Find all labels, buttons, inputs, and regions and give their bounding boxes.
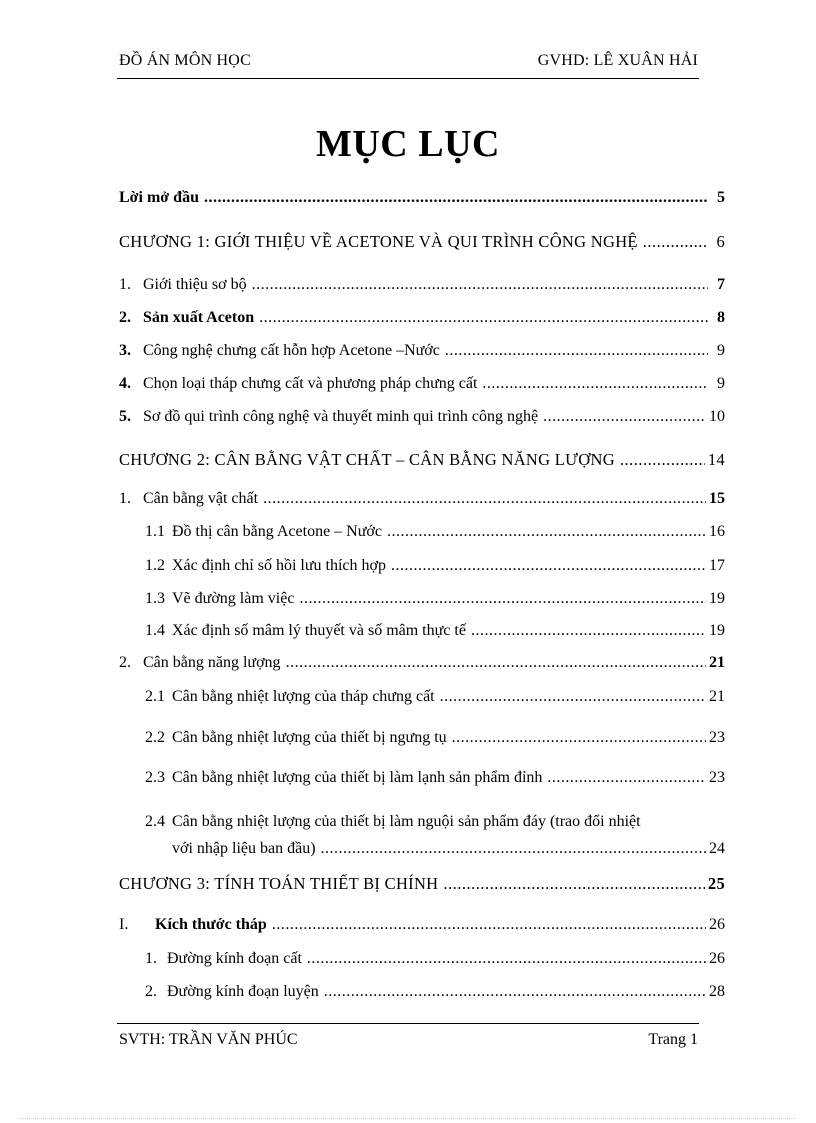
toc-entry-text: Xác định chỉ số hồi lưu thích hợp [172,557,386,574]
toc-entry-page: 17 [709,557,725,574]
toc-entry-number: 1.3 [145,590,165,607]
toc-entry-text: Đường kính đoạn cất [167,950,302,967]
toc-entry-text: CHƯƠNG 3: TÍNH TOÁN THIẾT BỊ CHÍNH [119,874,439,893]
toc-entry-page: 26 [709,950,725,967]
toc-entry-page: 9 [717,375,725,392]
toc-entry-page: 14 [707,450,725,469]
toc-entry-text-continued: với nhập liệu ban đầu) [172,840,316,857]
toc-entry-page: 10 [709,408,725,425]
toc-entry-text: Sản xuất Aceton [143,309,255,326]
toc-entry-2-2[interactable] [119,654,725,672]
toc-entry-text: Đường kính đoạn luyện [167,983,319,1000]
toc-entry-page: 5 [717,189,725,206]
toc-entry-text: Giới thiệu sơ bộ [143,276,247,293]
toc-entry-1-2[interactable] [119,309,725,327]
toc-entry-1-5[interactable] [119,408,725,426]
toc-chapter-1[interactable] [119,232,725,252]
toc-entry-text: Cân bằng năng lượng [143,654,281,671]
toc-entry-2-1[interactable] [119,490,725,508]
header-course: ĐỒ ÁN MÔN HỌC [119,52,251,69]
toc-entry-3-I-2[interactable] [145,983,725,1001]
toc-entry-number: 2.2 [145,729,165,746]
toc-entry-page: 23 [709,769,725,786]
toc-entry-1-1[interactable] [119,276,725,294]
page-title: MỤC LỤC [316,123,500,165]
toc-entry-text: Cân bằng vật chất [143,490,259,507]
toc-entry-2-2-2[interactable] [145,729,725,747]
toc-entry-page: 9 [717,342,725,359]
page-edge [20,1118,796,1119]
toc-entry-number: 2. [145,983,157,1000]
toc-entry-text: Vẽ đường làm việc [172,590,295,607]
toc-entry-2-1-1[interactable] [145,523,725,541]
toc-entry-page: 19 [709,622,725,639]
toc-entry-text: Cân bằng nhiệt lượng của tháp chưng cất [172,688,435,705]
toc-entry-text: Cân bằng nhiệt lượng của thiết bị làm lạnh sản phẩm đỉnh [172,769,543,786]
toc-entry-page: 8 [717,309,725,326]
toc-entry-2-1-4[interactable] [145,622,725,640]
toc-entry-page: 28 [709,983,725,1000]
toc-entry-number: 2. [119,654,131,671]
toc-entry-text: CHƯƠNG 2: CÂN BẰNG VẬT CHẤT – CÂN BẰNG NĂNG LƯỢNG [119,450,615,469]
toc-entry-2-1-2[interactable] [145,557,725,575]
toc-entry-page: 21 [709,654,725,671]
toc-entry-text: Công nghệ chưng cất hỗn hợp Acetone –Nước [143,342,440,359]
toc-entry-page: 25 [707,874,725,893]
toc-entry-page: 7 [717,276,725,293]
toc-chapter-3[interactable] [119,874,725,894]
toc-entry-page: 15 [709,490,725,507]
toc-entry-number: 2.3 [145,769,165,786]
footer-divider [117,1023,699,1024]
toc-entry-text: Cân bằng nhiệt lượng của thiết bị làm nguội sản phẩm đáy (trao đổi nhiệt [172,813,641,830]
toc-entry-page: 26 [709,916,725,933]
toc-entry-1-4[interactable] [119,375,725,393]
toc-entry-number: 1.1 [145,523,165,540]
toc-entry-number: 1. [119,490,131,507]
toc-entry-page: 23 [709,729,725,746]
toc-entry-text: Sơ đồ qui trình công nghệ và thuyết minh qui trình công nghệ [143,408,539,425]
toc-entry-number: 2.4 [145,813,165,830]
toc-entry-number: 1.4 [145,622,165,639]
toc-entry-2-2-4[interactable] [145,808,723,862]
toc-entry-3-I-1[interactable] [145,950,725,968]
toc-entry-page: 19 [709,590,725,607]
toc-entry-2-2-1[interactable] [145,688,725,706]
toc-entry-text: Kích thước tháp [155,916,267,933]
toc-entry-text: Cân bằng nhiệt lượng của thiết bị ngưng tụ [172,729,447,746]
toc-entry-text: Lời mở đầu [119,189,199,206]
toc-entry-number: 4. [119,375,131,392]
toc-entry-text: CHƯƠNG 1: GIỚI THIỆU VỀ ACETONE VÀ QUI TRÌNH CÔNG NGHỆ [119,232,638,251]
toc-entry-text: Đồ thị cân bằng Acetone – Nước [172,523,382,540]
toc-entry-page: 6 [716,232,725,251]
toc-entry-number: 1.2 [145,557,165,574]
toc-entry-page: 24 [709,840,725,857]
toc-entry-number: 3. [119,342,131,359]
toc-entry-text: Chọn loại tháp chưng cất và phương pháp chưng cất [143,375,478,392]
toc-entry-number: 1. [145,950,157,967]
footer-student: SVTH: TRẦN VĂN PHÚC [119,1031,298,1048]
toc-entry-2-2-3[interactable] [145,769,725,787]
toc-chapter-2[interactable] [119,450,725,470]
header-advisor: GVHD: LÊ XUÂN HẢI [537,52,698,69]
toc-entry-page: 16 [709,523,725,540]
toc-entry-number: I. [119,916,129,933]
toc-entry-number: 2.1 [145,688,165,705]
toc-entry-number: 1. [119,276,131,293]
toc-entry-3-I[interactable] [119,916,725,934]
toc-entry-text: Xác định số mâm lý thuyết và số mâm thực tế [172,622,466,639]
toc-entry-page: 21 [709,688,725,705]
toc-entry-1-3[interactable] [119,342,725,360]
toc-entry-number: 2. [119,309,131,326]
toc-entry-2-1-3[interactable] [145,590,725,608]
toc-entry-intro[interactable] [119,189,725,207]
footer-page-number: Trang 1 [648,1031,698,1048]
toc-entry-number: 5. [119,408,131,425]
header-divider [117,78,699,79]
